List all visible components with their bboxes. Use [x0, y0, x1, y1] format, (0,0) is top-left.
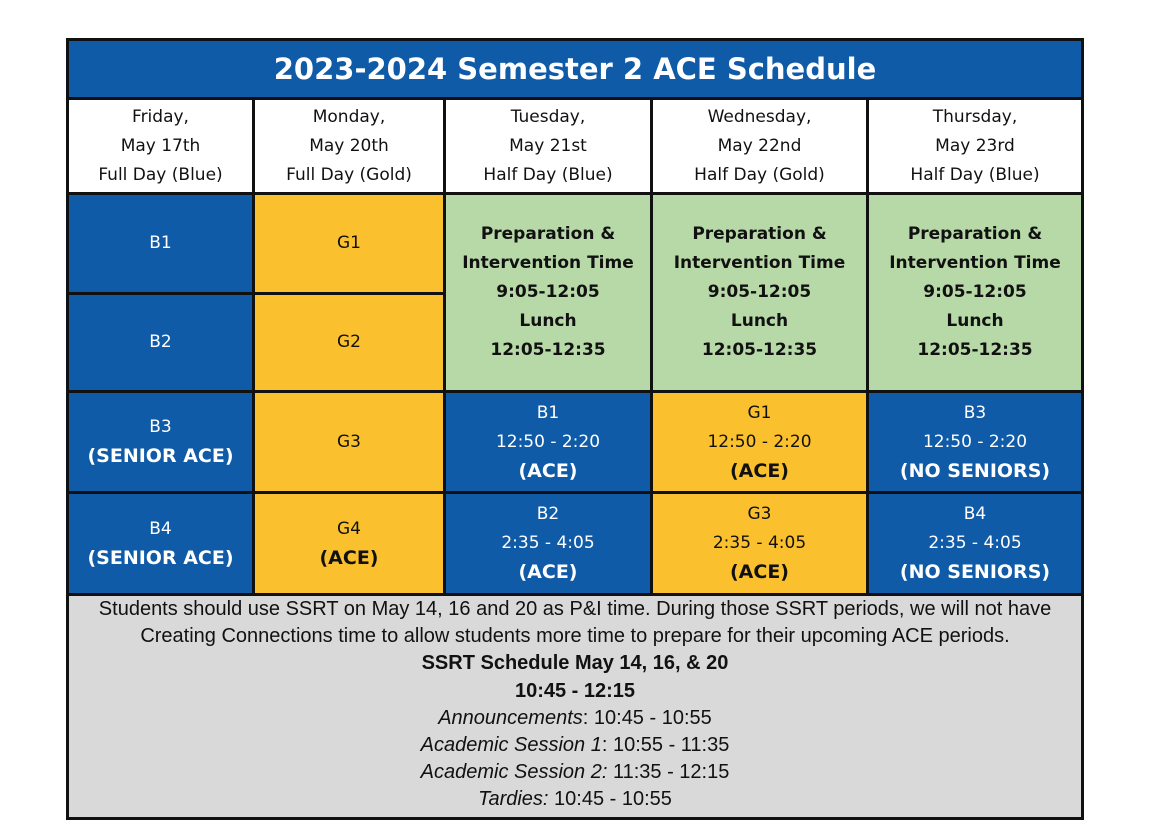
wednesday-g1 [653, 393, 866, 491]
block-time: 2:35 - 4:05 [712, 533, 807, 553]
day-name: Thursday, [932, 106, 1018, 127]
tuesday-b1 [446, 393, 650, 491]
day-header-thursday [869, 100, 1081, 192]
ssrt-item-label: Academic Session 2: [420, 761, 608, 784]
block-label: B2 [536, 504, 560, 524]
friday-b1 [69, 195, 252, 292]
block-label: G2 [337, 332, 361, 352]
thursday-b3 [869, 393, 1081, 491]
prep-line: Intervention Time [673, 253, 846, 273]
day-date: May 17th [120, 135, 201, 156]
day-header-monday [255, 100, 443, 192]
tuesday-prep [446, 195, 650, 390]
monday-g4 [255, 494, 443, 593]
block-note: (SENIOR ACE) [87, 445, 234, 467]
wednesday-g3 [653, 494, 866, 593]
block-note: (ACE) [319, 546, 379, 569]
day-header-tuesday [446, 100, 650, 192]
day-type: Half Day (Blue) [483, 164, 613, 185]
ssrt-item [478, 786, 672, 813]
prep-time: 9:05-12:05 [923, 282, 1027, 302]
ssrt-item-time: 10:45 - 10:55 [548, 788, 672, 811]
block-time: 12:50 - 2:20 [922, 431, 1028, 452]
schedule-title-text: 2023-2024 Semester 2 ACE Schedule [273, 51, 877, 86]
ssrt-title: SSRT Schedule May 14, 16, & 20 [421, 652, 729, 675]
lunch-label: Lunch [519, 311, 577, 331]
monday-g2 [255, 295, 443, 390]
ssrt-item-time: 10:45 - 10:55 [588, 706, 712, 729]
ssrt-item-time: 11:35 - 12:15 [607, 761, 730, 784]
lunch-time: 12:05-12:35 [701, 340, 818, 360]
ssrt-item-sep: : [601, 734, 608, 757]
ssrt-item [421, 732, 730, 759]
lunch-label: Lunch [946, 311, 1004, 331]
day-name: Friday, [132, 106, 189, 127]
day-type: Full Day (Blue) [98, 164, 223, 185]
thursday-b4 [869, 494, 1081, 593]
block-note: (SENIOR ACE) [87, 546, 234, 569]
block-label: B1 [149, 233, 172, 253]
day-type: Half Day (Gold) [694, 164, 825, 185]
day-name: Tuesday, [510, 106, 586, 127]
block-note: (NO SENIORS) [899, 459, 1051, 482]
block-label: B4 [963, 504, 987, 524]
day-name: Monday, [312, 106, 386, 127]
ssrt-item [438, 705, 712, 732]
prep-line: Intervention Time [462, 253, 634, 273]
wednesday-prep [653, 195, 866, 390]
block-label: G3 [337, 431, 361, 452]
notes-line: Students should use SSRT on May 14, 16 and 20 as P&I time. During those SSRT periods, we will not have [98, 598, 1052, 620]
prep-line: Preparation & [692, 224, 827, 244]
block-label: G3 [747, 504, 772, 524]
block-label: B3 [149, 417, 172, 437]
lunch-time: 12:05-12:35 [917, 340, 1033, 360]
block-label: G1 [747, 402, 772, 423]
prep-line: Preparation & [480, 224, 616, 244]
day-date: May 23rd [935, 135, 1015, 156]
ssrt-item-time: 10:55 - 11:35 [607, 734, 730, 757]
tuesday-b2 [446, 494, 650, 593]
day-type: Full Day (Gold) [286, 164, 412, 185]
day-date: May 21st [509, 135, 587, 156]
block-note: (NO SENIORS) [899, 561, 1051, 583]
monday-g1 [255, 195, 443, 292]
notes-line: Creating Connections time to allow students more time to prepare for their upcoming ACE periods. [140, 625, 1010, 648]
block-time: 2:35 - 4:05 [501, 533, 595, 553]
day-date: May 22nd [717, 135, 802, 156]
ssrt-item [421, 759, 730, 786]
ssrt-time: 10:45 - 12:15 [514, 679, 636, 702]
friday-b3 [69, 393, 252, 491]
block-time: 2:35 - 4:05 [928, 533, 1022, 553]
block-time: 12:50 - 2:20 [707, 431, 812, 452]
block-label: B3 [963, 402, 987, 423]
block-label: B1 [536, 402, 560, 423]
block-time: 12:50 - 2:20 [495, 431, 601, 452]
day-name: Wednesday, [707, 106, 812, 127]
monday-g3 [255, 393, 443, 491]
schedule-table [66, 38, 1084, 820]
ssrt-item-sep: : [582, 706, 589, 729]
day-header-friday [69, 100, 252, 192]
friday-b4 [69, 494, 252, 593]
lunch-label: Lunch [730, 311, 789, 331]
thursday-prep [869, 195, 1081, 390]
block-label: B4 [149, 518, 172, 539]
prep-time: 9:05-12:05 [496, 282, 600, 302]
day-date: May 20th [309, 135, 389, 156]
friday-b2 [69, 295, 252, 390]
block-note: (ACE) [518, 561, 578, 583]
block-label: G1 [337, 233, 361, 253]
day-header-wednesday [653, 100, 866, 192]
block-note: (ACE) [730, 561, 789, 583]
schedule-title [69, 41, 1081, 97]
block-label: B2 [149, 332, 172, 352]
block-note: (ACE) [730, 459, 789, 482]
lunch-time: 12:05-12:35 [490, 340, 606, 360]
ssrt-item-label: Academic Session 1 [420, 734, 602, 757]
prep-line: Preparation & [907, 224, 1043, 244]
prep-line: Intervention Time [889, 253, 1061, 273]
day-type: Half Day (Blue) [910, 164, 1040, 185]
ssrt-notes [69, 596, 1081, 817]
prep-time: 9:05-12:05 [707, 282, 812, 302]
ssrt-item-label: Tardies: [478, 788, 549, 811]
ssrt-item-label: Announcements [438, 706, 583, 729]
block-note: (ACE) [518, 459, 578, 482]
block-label: G4 [337, 518, 361, 539]
